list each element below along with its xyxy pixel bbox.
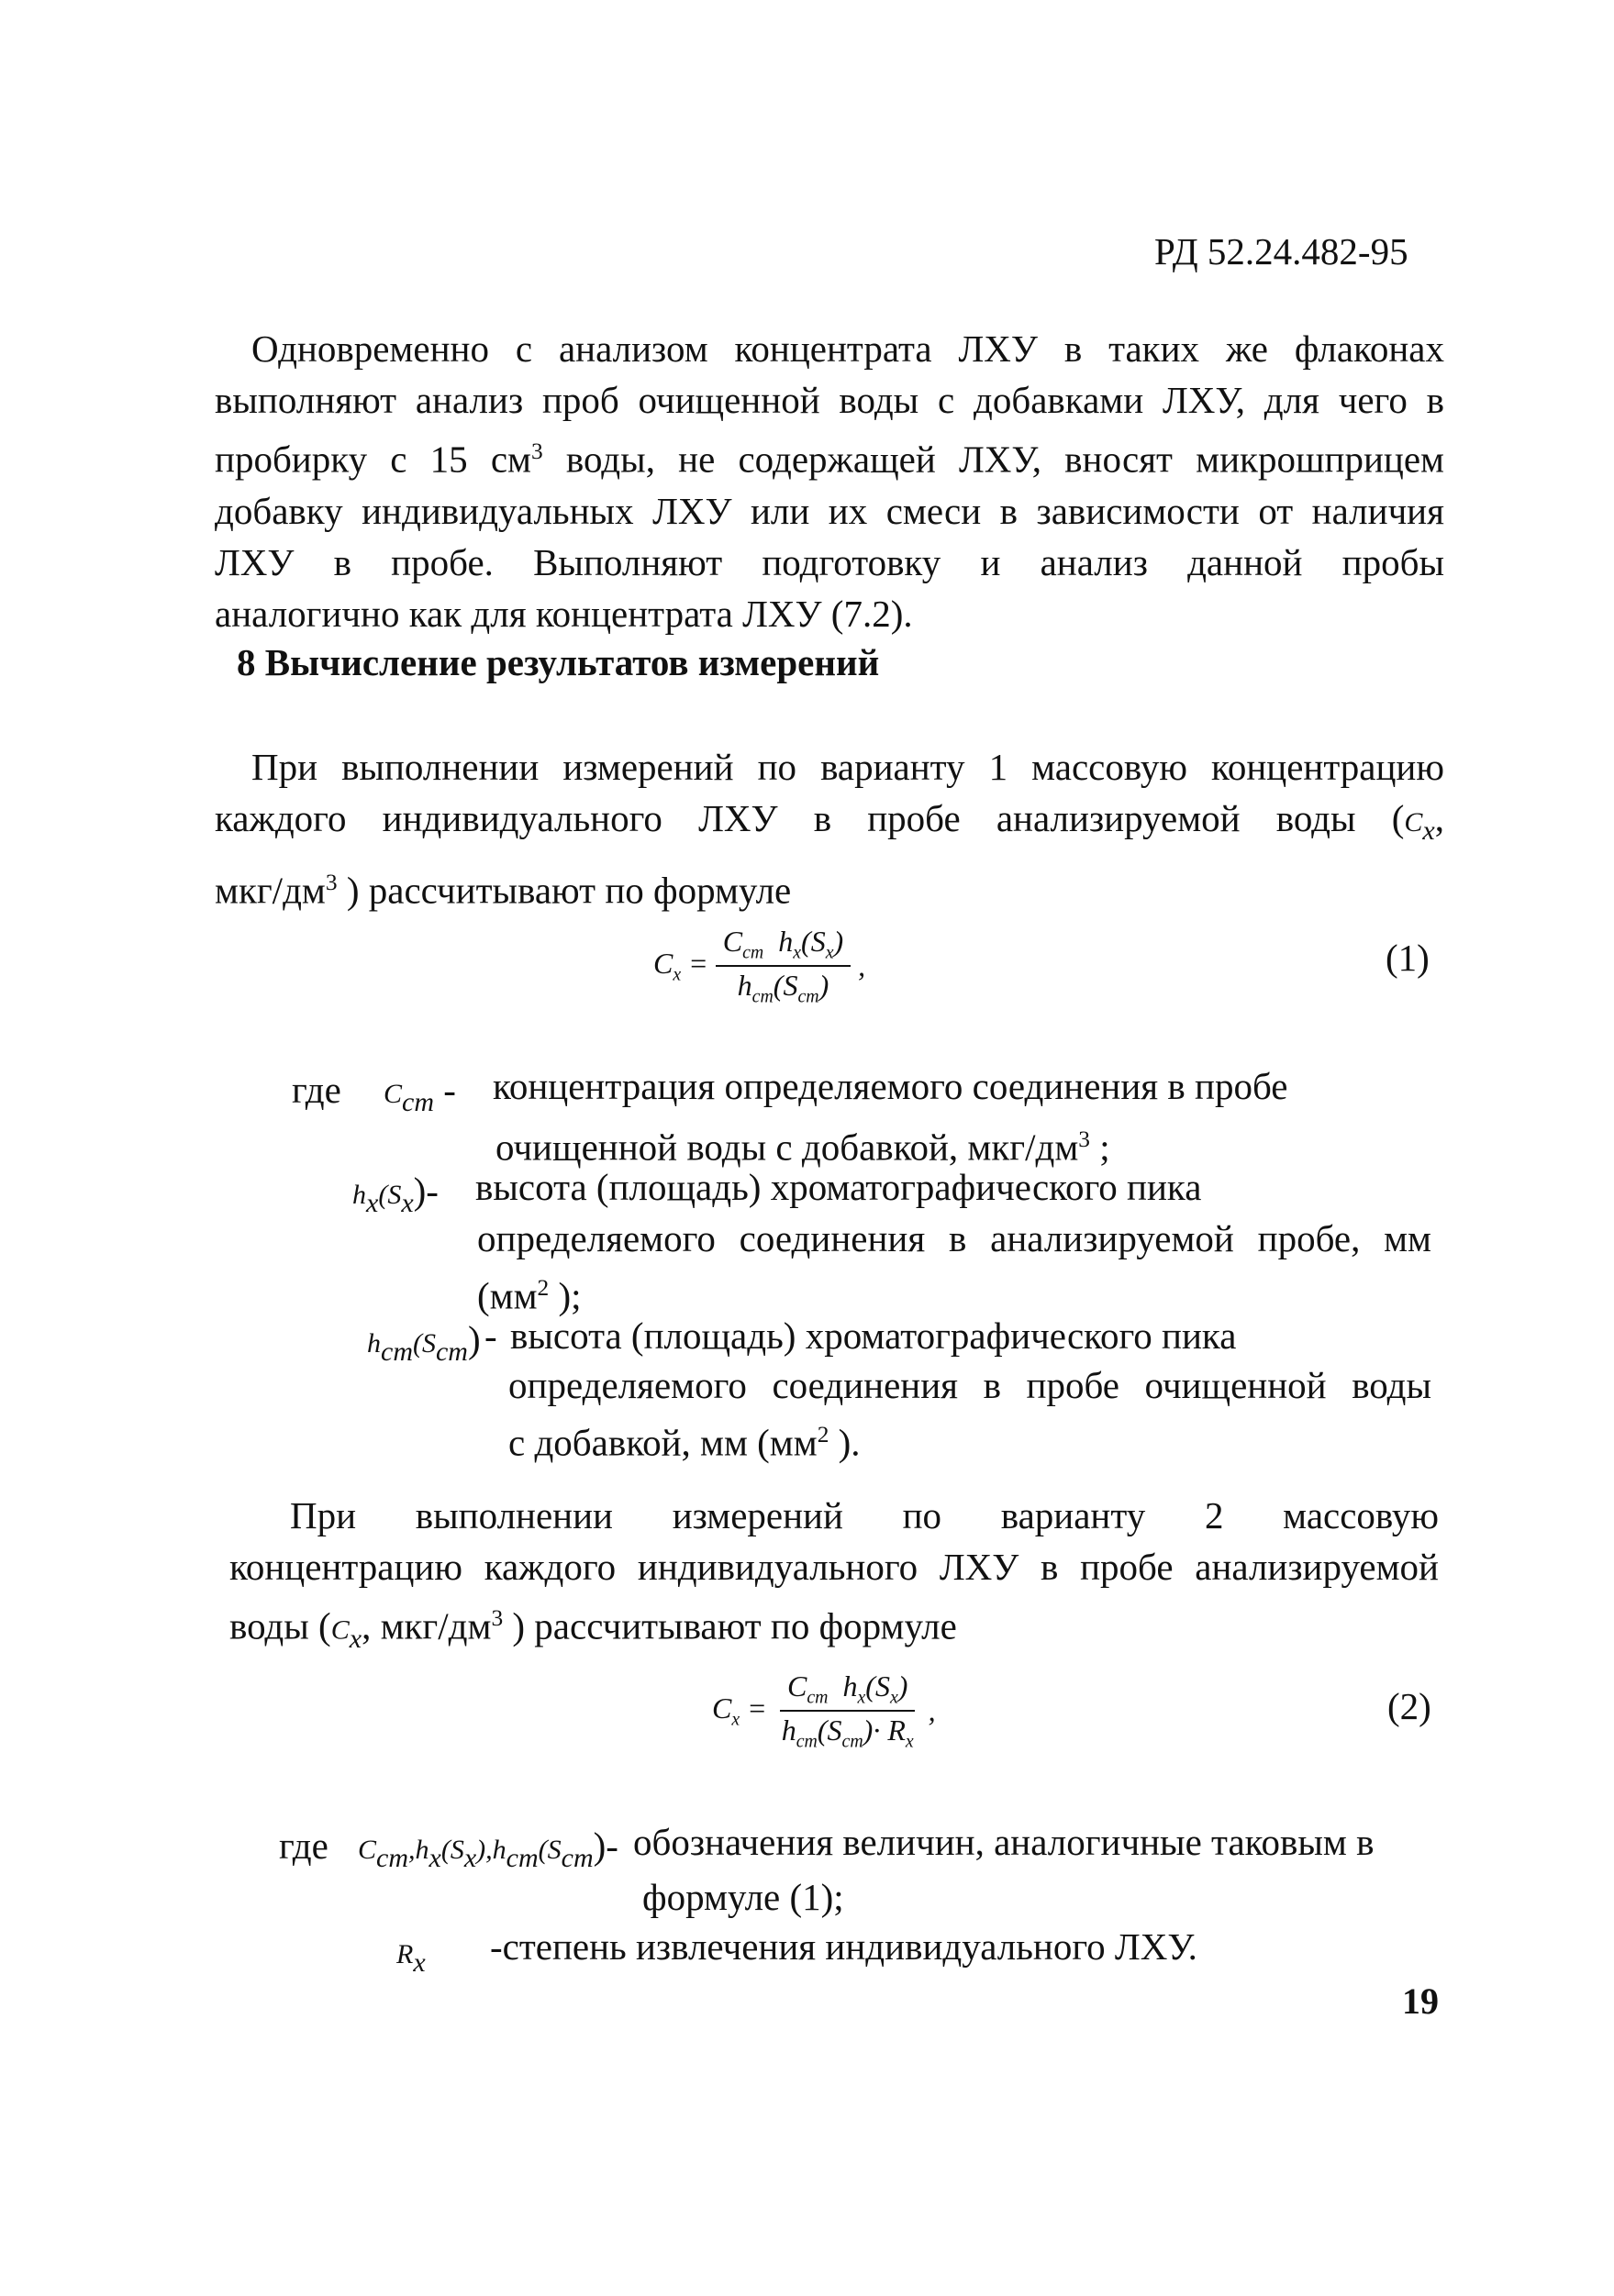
subscript: cm xyxy=(402,1087,434,1118)
text-fragment: каждого индивидуального ЛХУ в пробе анализируемой воды ( xyxy=(215,797,1405,839)
subscript: x xyxy=(857,1687,866,1708)
subscript: x xyxy=(673,964,682,985)
subscript: cm xyxy=(376,1843,408,1874)
formula-comma: , xyxy=(858,948,866,982)
math-symbol: )· xyxy=(863,1714,881,1747)
subscript: x xyxy=(825,942,834,963)
fraction-numerator xyxy=(716,925,851,967)
where-item-3-symbol xyxy=(367,1314,481,1378)
where-2-line: формуле (1); xyxy=(642,1876,844,1918)
paragraph-line xyxy=(215,857,1444,916)
paragraph-line xyxy=(215,426,1444,485)
math-symbol: h xyxy=(781,1714,796,1747)
subscript: cm xyxy=(796,1731,818,1752)
math-symbol: h xyxy=(842,1669,858,1703)
where-item-3-line: определяемого соединения в пробе очищенной воды xyxy=(508,1364,1431,1406)
paragraph-line: добавку индивидуальных ЛХУ или их смеси в зависимости от наличия xyxy=(215,489,1444,532)
paragraph-line: При выполнении измерений по варианту 1 массовую концентрацию xyxy=(251,746,1444,788)
math-symbol: (S xyxy=(440,1835,464,1865)
subscript: cm xyxy=(841,1731,863,1752)
paragraph-line: Одновременно с анализом концентрата ЛХУ в таких же флаконах xyxy=(251,327,1444,370)
text-fragment: (мм xyxy=(477,1274,538,1317)
math-symbol: R xyxy=(887,1714,906,1747)
subscript: cm xyxy=(381,1337,413,1368)
where-item-1-symbol xyxy=(384,1064,456,1128)
math-symbol: C xyxy=(712,1691,732,1725)
where-word-1: где xyxy=(292,1069,341,1111)
math-symbol: R xyxy=(396,1939,414,1969)
where-item-2-symbol xyxy=(352,1165,439,1229)
math-symbol: (S xyxy=(412,1328,436,1359)
math-symbol: C xyxy=(1404,807,1423,837)
formula-2 xyxy=(712,1669,936,1753)
subscript: x xyxy=(889,1687,898,1708)
formula-lhs: $C_x$ = xyxy=(653,947,708,985)
text-fragment: ) рассчитывают по формуле xyxy=(337,869,792,912)
math-symbol: (S xyxy=(865,1669,890,1703)
math-symbol: )- xyxy=(593,1825,618,1867)
paragraph-line: выполняют анализ проб очищенной воды с добавками ЛХУ, для чего в xyxy=(215,379,1444,421)
subscript: x xyxy=(366,1188,379,1219)
math-symbol: ) xyxy=(897,1669,908,1703)
subscript: cm xyxy=(797,986,819,1007)
fraction-denominator xyxy=(730,967,837,1007)
where-2-r-symbol xyxy=(396,1924,426,1989)
paragraph-line: При выполнении измерений по варианту 2 массовую xyxy=(290,1494,1439,1536)
where-item-2-line: высота (площадь) хроматографического пика xyxy=(475,1166,1202,1208)
subscript: cm xyxy=(506,1843,539,1874)
fraction-denominator xyxy=(774,1712,921,1752)
math-symbol: ,h xyxy=(408,1835,429,1865)
subscript: x xyxy=(905,1731,914,1752)
paragraph-line: концентрацию каждого индивидуального ЛХУ в пробе анализируемой xyxy=(229,1546,1439,1588)
text-fragment: , xyxy=(1434,797,1444,839)
subscript: x xyxy=(793,942,802,963)
where-item-3-line xyxy=(508,1409,861,1469)
subscript: cm xyxy=(807,1687,829,1708)
page-number: 19 xyxy=(1402,1980,1439,2022)
text-fragment: очищенной воды с добавкой, мкг/дм xyxy=(495,1126,1079,1169)
paragraph-2 xyxy=(215,741,1444,916)
math-symbol: )- xyxy=(413,1170,439,1212)
subscript: cm xyxy=(751,986,774,1007)
math-symbol: ),h xyxy=(476,1835,506,1865)
text-fragment: воды, не содержащей ЛХУ, вносят микрошприцем xyxy=(565,438,1445,481)
document-code: РД 52.24.482-95 xyxy=(1154,230,1408,272)
text-fragment: мкг/дм xyxy=(215,869,326,912)
math-symbol: C xyxy=(330,1614,350,1646)
where-2-line: обозначения величин, аналогичные таковым в xyxy=(633,1821,1375,1863)
equation-number-2: (2) xyxy=(1387,1685,1431,1727)
text-fragment: , мкг/дм xyxy=(362,1604,492,1647)
paragraph-1 xyxy=(215,323,1444,639)
math-symbol: (S xyxy=(817,1714,842,1747)
math-symbol: C xyxy=(358,1835,377,1865)
superscript: 3 xyxy=(325,870,338,896)
subscript: cm xyxy=(435,1337,468,1368)
subscript: x xyxy=(429,1843,441,1874)
paragraph-line: ЛХУ в пробе. Выполняют подготовку и анализ данной пробы xyxy=(215,540,1444,583)
fraction xyxy=(716,925,851,1008)
text-fragment: ). xyxy=(829,1421,861,1464)
where-item-3-line: высота (площадь) хроматографического пика xyxy=(510,1314,1237,1357)
where-item-1-line: концентрация определяемого соединения в пробе xyxy=(493,1065,1288,1107)
math-symbol: (S xyxy=(773,969,798,1003)
equation-number-1: (1) xyxy=(1386,937,1430,979)
math-symbol: ) xyxy=(818,969,829,1003)
math-symbol: h xyxy=(737,969,752,1003)
subscript: cm xyxy=(742,942,764,963)
where-item-2-line: определяемого соединения в анализируемой пробе, мм xyxy=(477,1217,1431,1259)
math-symbol: ) xyxy=(833,925,844,958)
paragraph-line xyxy=(215,793,1444,857)
paragraph-line xyxy=(229,1592,1439,1665)
math-symbol: C xyxy=(384,1079,403,1109)
math-symbol: ) xyxy=(467,1318,481,1360)
subscript: cm xyxy=(561,1843,594,1874)
subscript: x xyxy=(1422,815,1435,847)
math-symbol: h xyxy=(778,925,794,958)
text-fragment: ; xyxy=(1089,1126,1110,1169)
subscript: x xyxy=(731,1709,740,1730)
math-symbol: (S xyxy=(378,1180,402,1210)
text-fragment: воды ( xyxy=(229,1604,331,1647)
subscript: x xyxy=(349,1623,362,1654)
math-symbol: C xyxy=(653,947,673,981)
paragraph-line: аналогично как для концентрата ЛХУ (7.2). xyxy=(215,592,913,635)
where-item-3-dash: - xyxy=(484,1314,497,1357)
fraction-numerator xyxy=(780,1669,915,1712)
dash: - xyxy=(443,1069,456,1111)
section-heading: 8 Вычисление результатов измерений xyxy=(237,641,880,683)
math-symbol: h xyxy=(367,1328,381,1359)
text-fragment: ); xyxy=(549,1274,582,1317)
text-fragment: с добавкой, мм (мм xyxy=(508,1421,818,1464)
superscript: 2 xyxy=(537,1275,550,1301)
text-fragment: пробирку с 15 см xyxy=(215,438,531,481)
subscript: x xyxy=(401,1188,414,1219)
math-symbol: (S xyxy=(801,925,826,958)
formula-comma: , xyxy=(928,1693,936,1727)
where-2-line: -степень извлечения индивидуального ЛХУ. xyxy=(490,1925,1197,1968)
math-symbol: C xyxy=(787,1669,807,1703)
superscript: 3 xyxy=(531,438,543,464)
superscript: 2 xyxy=(817,1422,829,1447)
math-symbol: C xyxy=(722,925,743,958)
formula-1 xyxy=(653,925,865,1008)
formula-lhs: $C_x$ = xyxy=(712,1691,767,1730)
where-2-symbols xyxy=(358,1820,618,1884)
paragraph-3 xyxy=(229,1490,1439,1665)
where-word-2: где xyxy=(279,1825,328,1867)
superscript: 3 xyxy=(491,1605,504,1631)
subscript: x xyxy=(413,1947,426,1979)
superscript: 3 xyxy=(1078,1126,1090,1152)
math-symbol: (S xyxy=(538,1835,562,1865)
text-fragment: ) рассчитывают по формуле xyxy=(503,1604,957,1647)
math-symbol: h xyxy=(352,1180,366,1210)
subscript: x xyxy=(463,1843,477,1874)
fraction xyxy=(774,1669,921,1753)
